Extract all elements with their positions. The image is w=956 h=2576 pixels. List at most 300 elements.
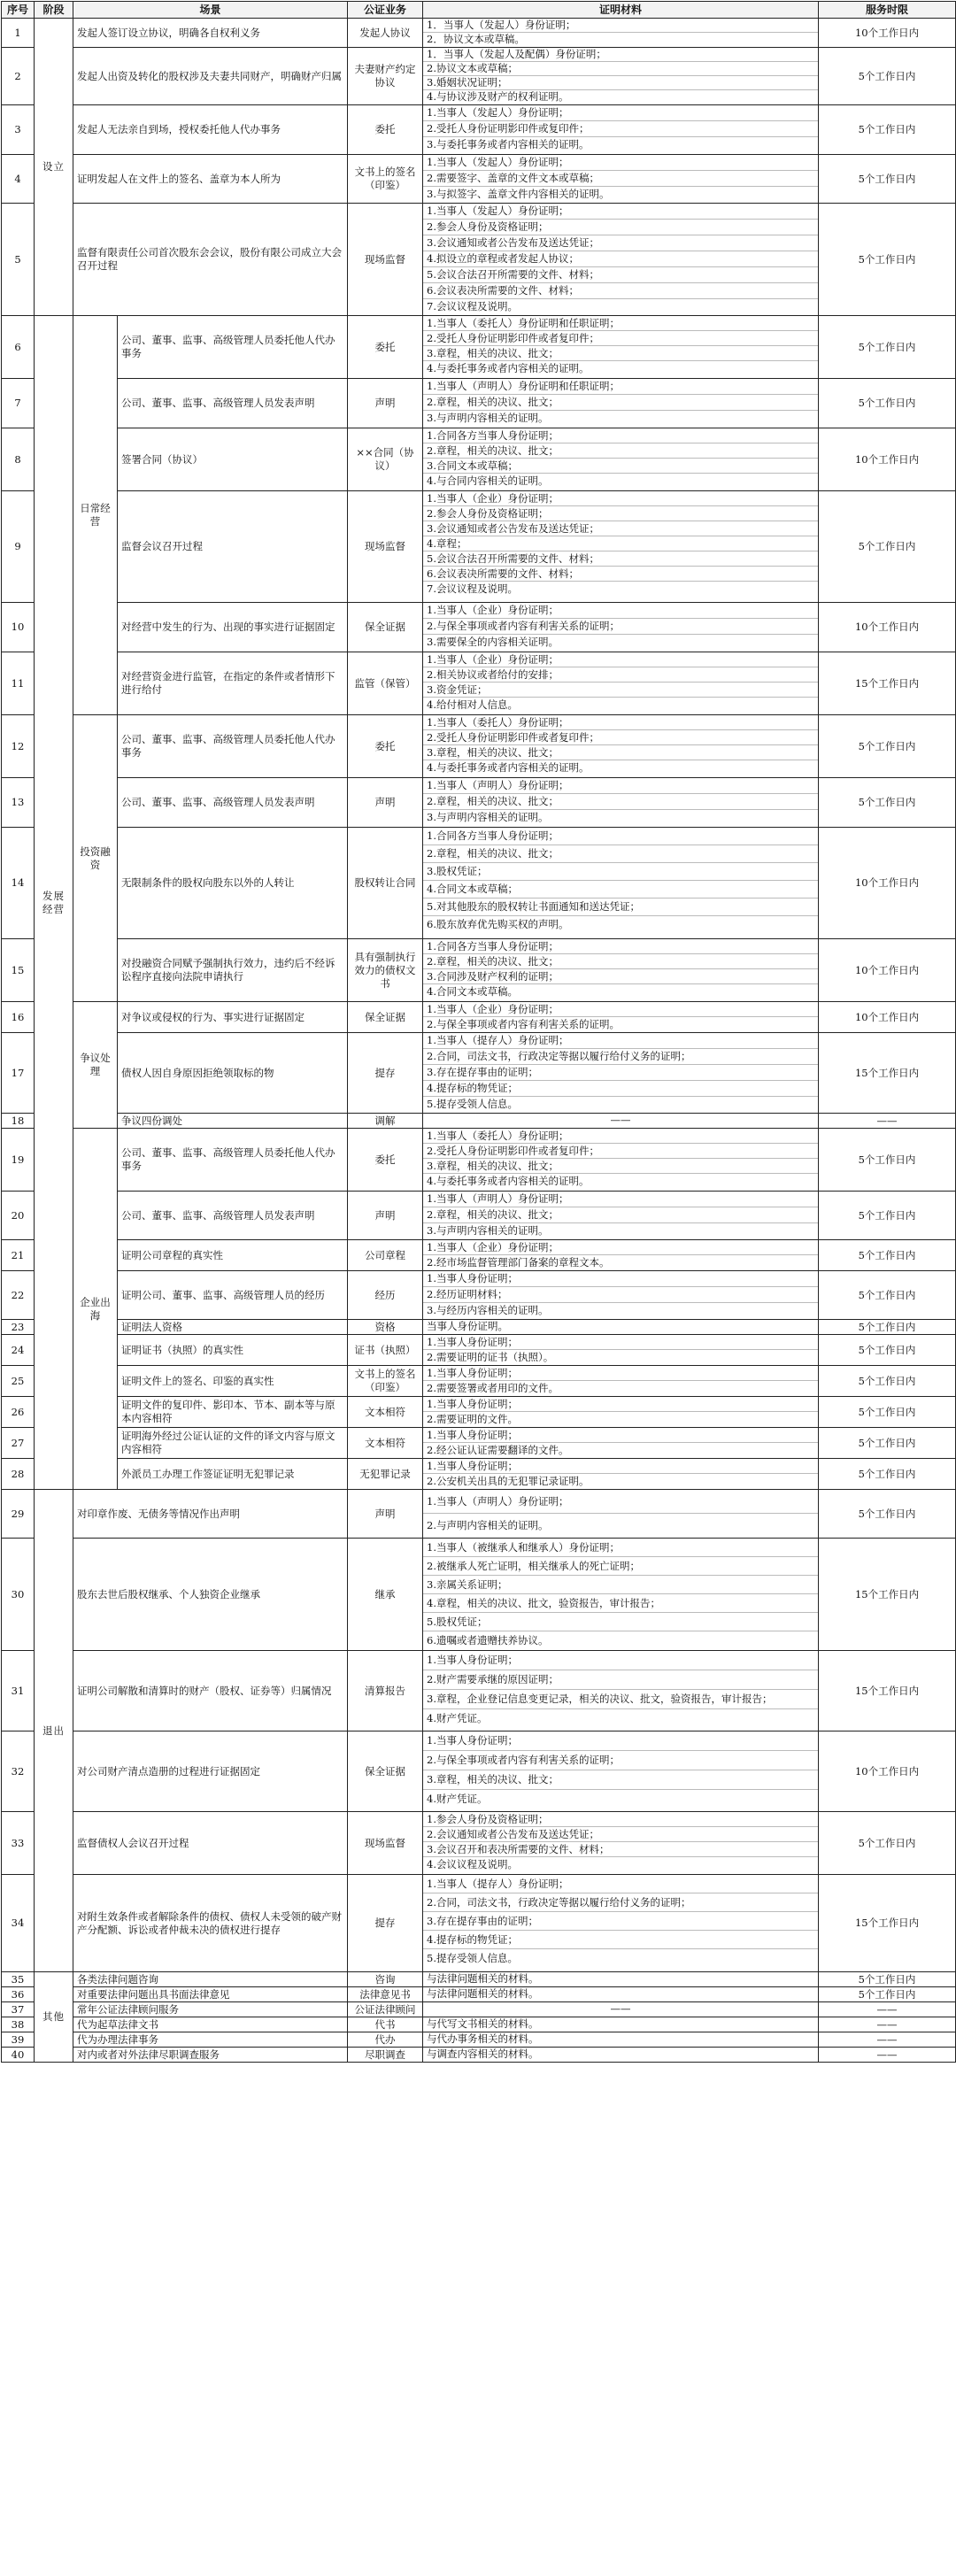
material-line: 2.章程，相关的决议、批文； [423, 395, 818, 411]
table-row [2, 1129, 956, 1192]
material-line: 4.与协议涉及财产的权利证明。 [427, 90, 569, 103]
service-time-cell: 5个工作日内 [819, 155, 956, 204]
row-number: 34 [2, 1875, 35, 1972]
scene-cell: 对重要法律问题出具书面法律意见 [73, 1987, 348, 2002]
scene-cell: 公司、董事、监事、高级管理人员发表声明 [118, 778, 348, 828]
service-time-cell: 10个工作日内 [819, 939, 956, 1002]
materials-cell [423, 1651, 819, 1731]
material-line: 1.合同各方当事人身份证明； [423, 939, 818, 954]
materials-cell [423, 1987, 819, 2002]
materials-cell [423, 1397, 819, 1428]
business-cell: 无犯罪记录 [348, 1459, 423, 1490]
row-number: 30 [2, 1539, 35, 1651]
row-number: 24 [2, 1335, 35, 1366]
material-line: 1.当事人（企业）身份证明； [423, 652, 818, 667]
header-materials: 证明材料 [423, 2, 819, 19]
scene-cell: 对内或者对外法律尽职调查服务 [73, 2048, 348, 2063]
row-number: 18 [2, 1114, 35, 1129]
business-cell: 委托 [348, 1129, 423, 1192]
material-line: 3.与声明内容相关的证明。 [427, 412, 549, 424]
table-row [2, 1240, 956, 1271]
business-cell: 尽职调查 [348, 2048, 423, 2063]
row-number: 2 [2, 48, 35, 105]
material-line: 2.章程，相关的决议、批文； [423, 443, 818, 459]
scene-cell: 无限制条件的股权向股东以外的人转让 [118, 828, 348, 939]
material-line: 3.需要保全的内容相关证明。 [427, 636, 559, 648]
row-number: 31 [2, 1651, 35, 1731]
material-line: 2.财产需要承继的原因证明； [423, 1670, 818, 1690]
material-line: 与代写文书相关的材料。 [427, 2017, 539, 2030]
material-line: 2.经历证明材料； [423, 1287, 818, 1303]
materials-cell [423, 204, 819, 316]
material-line: 4.合同文本或草稿； [423, 881, 818, 899]
header-scene: 场景 [73, 2, 348, 19]
material-line: 4.给付相对人信息。 [427, 698, 518, 711]
material-line: 3.章程，相关的决议、批文； [423, 1770, 818, 1790]
row-number: 37 [2, 2002, 35, 2017]
material-line: 2.需要证明的证书（执照）。 [427, 1351, 554, 1363]
row-number: 6 [2, 316, 35, 379]
row-number: 21 [2, 1240, 35, 1271]
material-line: 6.股东放弃优先购买权的声明。 [427, 918, 569, 930]
material-line: 当事人身份证明。 [427, 1320, 509, 1332]
material-line: 1.当事人身份证明； [423, 1428, 818, 1443]
table-row [2, 1459, 956, 1490]
materials-cell [423, 715, 819, 778]
materials-cell [423, 2032, 819, 2048]
scene-cell: 对争议或侵权的行为、事实进行证据固定 [118, 1002, 348, 1033]
scene-cell: 发起人无法亲自到场，授权委托他人代办事务 [73, 105, 348, 155]
scene-cell: 证明证书（执照）的真实性 [118, 1335, 348, 1366]
scene-cell: 代为办理法律事务 [73, 2032, 348, 2048]
material-line: 7.会议议程及说明。 [427, 582, 518, 595]
material-line: 2.受托人身份证明影印件或者复印件； [423, 331, 818, 346]
table-row [2, 155, 956, 204]
material-line: —— [610, 1114, 631, 1126]
material-line: 4.合同文本或草稿。 [427, 985, 518, 998]
materials-cell [423, 316, 819, 379]
scene-cell: 对经营中发生的行为、出现的事实进行证据固定 [118, 603, 348, 652]
row-number: 10 [2, 603, 35, 652]
business-cell: 公证法律顾问 [348, 2002, 423, 2017]
service-time-cell: 10个工作日内 [819, 603, 956, 652]
scene-cell: 证明发起人在文件上的签名、盖章为本人所为 [73, 155, 348, 204]
material-line: 2.章程，相关的决议、批文； [423, 1207, 818, 1223]
business-cell: 声明 [348, 379, 423, 428]
business-cell: 资格 [348, 1320, 423, 1335]
table-row [2, 1428, 956, 1459]
material-line: 1.当事人（企业）身份证明； [423, 603, 818, 619]
scene-cell: 证明海外经过公证认证的文件的译文内容与原文内容相符 [118, 1428, 348, 1459]
material-line: 1.当事人（委托人）身份证明； [423, 715, 818, 730]
service-time-cell: 5个工作日内 [819, 1240, 956, 1271]
table-row [2, 1731, 956, 1812]
row-number: 29 [2, 1490, 35, 1539]
materials-cell [423, 1490, 819, 1539]
business-cell: 夫妻财产约定协议 [348, 48, 423, 105]
sub-stage-cell: 争议处理 [73, 1002, 118, 1129]
service-time-cell: 5个工作日内 [819, 715, 956, 778]
scene-cell: 争议四份调处 [118, 1114, 348, 1129]
materials-cell [423, 1002, 819, 1033]
table-row [2, 316, 956, 379]
scene-cell: 证明文件上的签名、印鉴的真实性 [118, 1366, 348, 1397]
material-line: 4.财产凭证。 [427, 1793, 488, 1805]
row-number: 27 [2, 1428, 35, 1459]
table-row [2, 1335, 956, 1366]
row-number: 38 [2, 2017, 35, 2032]
scene-cell: 各类法律问题咨询 [73, 1972, 348, 1987]
material-line: 2.合同，司法文书，行政决定等据以履行给付义务的证明； [423, 1893, 818, 1912]
scene-cell: 发起人出资及转化的股权涉及夫妻共同财产，明确财产归属 [73, 48, 348, 105]
scene-cell: 外派员工办理工作签证证明无犯罪记录 [118, 1459, 348, 1490]
business-cell: 咨询 [348, 1972, 423, 1987]
material-line: 2.参会人身份及资格证明； [423, 220, 818, 235]
business-cell: 声明 [348, 1192, 423, 1240]
table-row [2, 1539, 956, 1651]
material-line: 2.与保全事项或者内容有利害关系的证明。 [427, 1018, 620, 1030]
service-time-cell: 5个工作日内 [819, 1335, 956, 1366]
material-line: 3.婚姻状况证明； [423, 76, 818, 90]
material-line: 5.提存受领人信息。 [427, 1952, 518, 1964]
scene-cell: 对经营资金进行监管，在指定的条件或者情形下进行给付 [118, 652, 348, 715]
header-stage: 阶段 [35, 2, 73, 19]
material-line: 4.与委托事务或者内容相关的证明。 [427, 362, 590, 374]
table-row [2, 1271, 956, 1320]
row-number: 19 [2, 1129, 35, 1192]
materials-cell [423, 155, 819, 204]
row-number: 33 [2, 1812, 35, 1875]
materials-cell [423, 1240, 819, 1271]
material-line: 2.会议通知或者公告发布及送达凭证； [423, 1827, 818, 1842]
row-number: 13 [2, 778, 35, 828]
materials-cell [423, 1192, 819, 1240]
material-line: 5.对其他股东的股权转让书面通知和送达凭证； [423, 899, 818, 916]
scene-cell: 对投融资合同赋予强制执行效力，违约后不经诉讼程序直接向法院申请执行 [118, 939, 348, 1002]
scene-cell: 证明公司、董事、监事、高级管理人员的经历 [118, 1271, 348, 1320]
material-line: 2.与保全事项或者内容有利害关系的证明； [423, 619, 818, 635]
material-line: 3.与委托事务或者内容相关的证明。 [427, 138, 590, 150]
scene-cell: 签署合同（协议） [118, 428, 348, 491]
service-time-cell: 5个工作日内 [819, 1428, 956, 1459]
scene-cell: 公司、董事、监事、高级管理人员发表声明 [118, 1192, 348, 1240]
business-cell: 法律意见书 [348, 1987, 423, 2002]
table-row [2, 1192, 956, 1240]
material-line: 1.合同各方当事人身份证明； [423, 828, 818, 845]
material-line: 2.需要签字、盖章的文件文本或草稿； [423, 171, 818, 187]
material-line: 1.当事人（企业）身份证明； [423, 491, 818, 506]
materials-cell [423, 1033, 819, 1114]
table-row [2, 1490, 956, 1539]
material-line: 3.与经历内容相关的证明。 [427, 1304, 549, 1316]
row-number: 5 [2, 204, 35, 316]
material-line: 1.当事人（提存人）身份证明； [423, 1875, 818, 1893]
business-cell: 现场监督 [348, 204, 423, 316]
table-row [2, 2017, 956, 2032]
materials-cell [423, 778, 819, 828]
material-line: 4.章程，相关的决议、批文，验资报告，审计报告； [423, 1594, 818, 1613]
materials-cell [423, 1335, 819, 1366]
business-cell: 代书 [348, 2017, 423, 2032]
table-row [2, 1812, 956, 1875]
table-row [2, 2048, 956, 2063]
materials-cell [423, 603, 819, 652]
material-line: 3.会议通知或者公告发布及送达凭证； [423, 521, 818, 536]
material-line: 1.当事人（提存人）身份证明； [423, 1033, 818, 1049]
materials-cell [423, 1428, 819, 1459]
row-number: 28 [2, 1459, 35, 1490]
row-number: 36 [2, 1987, 35, 2002]
scene-cell: 公司、董事、监事、高级管理人员委托他人代办事务 [118, 316, 348, 379]
material-line: 2.协议文本或草稿； [423, 62, 818, 76]
row-number: 35 [2, 1972, 35, 1987]
scene-cell: 常年公证法律顾问服务 [73, 2002, 348, 2017]
material-line: 1.当事人身份证明； [423, 1366, 818, 1381]
materials-cell [423, 1539, 819, 1651]
business-cell: 监管（保管） [348, 652, 423, 715]
business-cell: 代办 [348, 2032, 423, 2048]
material-line: 3.与声明内容相关的证明。 [427, 1224, 549, 1237]
service-time-cell: 5个工作日内 [819, 1972, 956, 1987]
table-row [2, 1114, 956, 1129]
business-cell: 文本相符 [348, 1428, 423, 1459]
material-line: 与调查内容相关的材料。 [427, 2048, 539, 2060]
service-time-cell: 5个工作日内 [819, 316, 956, 379]
business-cell: 声明 [348, 778, 423, 828]
business-cell: 股权转让合同 [348, 828, 423, 939]
row-number: 9 [2, 491, 35, 603]
business-cell: 现场监督 [348, 1812, 423, 1875]
table-row [2, 2002, 956, 2017]
table-row [2, 1033, 956, 1114]
material-line: 7.会议议程及说明。 [427, 300, 518, 312]
table-row [2, 778, 956, 828]
material-line: 6.会议表决所需要的文件、材料； [423, 567, 818, 582]
notary-service-table [1, 1, 956, 2063]
materials-cell [423, 2048, 819, 2063]
material-line: 2.受托人身份证明影印件或者复印件； [423, 730, 818, 745]
material-line: 1.当事人（发起人）身份证明； [423, 204, 818, 220]
row-number: 16 [2, 1002, 35, 1033]
service-time-cell: 5个工作日内 [819, 1812, 956, 1875]
material-line: 4.会议议程及说明。 [427, 1858, 518, 1870]
service-time-cell: 10个工作日内 [819, 828, 956, 939]
service-time-cell: 5个工作日内 [819, 1397, 956, 1428]
service-time-cell: 5个工作日内 [819, 778, 956, 828]
material-line: 与法律问题相关的材料。 [427, 1972, 539, 1985]
service-time-cell: 5个工作日内 [819, 1490, 956, 1539]
scene-cell: 监督有限责任公司首次股东会会议，股份有限公司成立大会召开过程 [73, 204, 348, 316]
row-number: 20 [2, 1192, 35, 1240]
materials-cell [423, 1114, 819, 1129]
material-line: 4.提存标的物凭证； [423, 1081, 818, 1097]
material-line: 2.相关协议或者给付的安排； [423, 667, 818, 683]
materials-cell [423, 379, 819, 428]
material-line: —— [610, 2002, 631, 2015]
business-cell: 文本相符 [348, 1397, 423, 1428]
material-line: 4.财产凭证。 [427, 1712, 488, 1724]
material-line: 6.遗嘱或者遗赠扶养协议。 [427, 1634, 549, 1647]
material-line: 1.当事人（委托人）身份证明和任职证明； [423, 316, 818, 331]
materials-cell [423, 1812, 819, 1875]
service-time-cell: 5个工作日内 [819, 491, 956, 603]
business-cell: ××合同（协议） [348, 428, 423, 491]
materials-cell [423, 105, 819, 155]
business-cell: 提存 [348, 1875, 423, 1972]
row-number: 39 [2, 2032, 35, 2048]
table-row [2, 491, 956, 603]
header-biz: 公证业务 [348, 2, 423, 19]
business-cell: 发起人协议 [348, 19, 423, 48]
service-time-cell: 5个工作日内 [819, 204, 956, 316]
service-time-cell: 15个工作日内 [819, 1033, 956, 1114]
business-cell: 继承 [348, 1539, 423, 1651]
scene-cell: 股东去世后股权继承、个人独资企业继承 [73, 1539, 348, 1651]
service-time-cell: —— [819, 2048, 956, 2063]
service-time-cell: —— [819, 1114, 956, 1129]
row-number: 25 [2, 1366, 35, 1397]
material-line: 2.被继承人死亡证明，相关继承人的死亡证明； [423, 1557, 818, 1576]
material-line: 1.当事人身份证明； [423, 1731, 818, 1751]
material-line: 1.当事人（发起人）身份证明； [423, 105, 818, 121]
scene-cell: 公司、董事、监事、高级管理人员委托他人代办事务 [118, 1129, 348, 1192]
material-line: 2.受托人身份证明影印件或复印件； [423, 121, 818, 137]
materials-cell [423, 1129, 819, 1192]
material-line: 5.提存受领人信息。 [427, 1098, 518, 1110]
table-row [2, 715, 956, 778]
table-row [2, 939, 956, 1002]
material-line: 1．当事人（发起人及配偶）身份证明； [423, 48, 818, 62]
material-line: 1.当事人（声明人）身份证明和任职证明； [423, 379, 818, 395]
row-number: 40 [2, 2048, 35, 2063]
service-time-cell: 5个工作日内 [819, 379, 956, 428]
material-line: 2.参会人身份及资格证明； [423, 506, 818, 521]
service-time-cell: 5个工作日内 [819, 1320, 956, 1335]
row-number: 1 [2, 19, 35, 48]
material-line: 2.经公证认证需要翻译的文件。 [427, 1444, 569, 1456]
table-row [2, 1397, 956, 1428]
material-line: 3.章程，相关的决议、批文； [423, 1159, 818, 1174]
material-line: 2.需要签署或者用印的文件。 [427, 1382, 559, 1394]
material-line: 3.存在提存事由的证明； [423, 1065, 818, 1081]
row-number: 26 [2, 1397, 35, 1428]
table-row [2, 1987, 956, 2002]
table-row [2, 2032, 956, 2048]
material-line: 2.合同，司法文书，行政决定等据以履行给付义务的证明； [423, 1049, 818, 1065]
materials-cell [423, 2017, 819, 2032]
table-row [2, 204, 956, 316]
materials-cell [423, 1320, 819, 1335]
scene-cell: 对印章作废、无债务等情况作出声明 [73, 1490, 348, 1539]
scene-cell: 代为起草法律文书 [73, 2017, 348, 2032]
material-line: 1.参会人身份及资格证明； [423, 1812, 818, 1827]
business-cell: 清算报告 [348, 1651, 423, 1731]
material-line: 5.会议合法召开所需要的文件、材料； [423, 551, 818, 567]
sub-stage-cell: 投资融资 [73, 715, 118, 1002]
material-line: 1.当事人（声明人）身份证明； [423, 1192, 818, 1207]
materials-cell [423, 491, 819, 603]
row-number: 7 [2, 379, 35, 428]
business-cell: 保全证据 [348, 1731, 423, 1812]
material-line: 1.当事人（发起人）身份证明； [423, 155, 818, 171]
material-line: 4.与合同内容相关的证明。 [427, 474, 549, 487]
service-time-cell: —— [819, 2002, 956, 2017]
materials-cell [423, 828, 819, 939]
row-number: 32 [2, 1731, 35, 1812]
stage-cell: 发展经营 [35, 316, 73, 1490]
header-time: 服务时限 [819, 2, 956, 19]
material-line: 3.亲属关系证明； [423, 1576, 818, 1594]
material-line: 1．当事人（发起人）身份证明； [423, 19, 818, 33]
material-line: 1.当事人（委托人）身份证明； [423, 1129, 818, 1144]
material-line: 3.合同涉及财产权利的证明； [423, 969, 818, 984]
scene-cell: 证明公司解散和清算时的财产（股权、证券等）归属情况 [73, 1651, 348, 1731]
row-number: 12 [2, 715, 35, 778]
row-number: 23 [2, 1320, 35, 1335]
service-time-cell: —— [819, 2032, 956, 2048]
scene-cell: 对附生效条件或者解除条件的债权、债权人未受领的破产财产分配额、诉讼或者仲裁未决的债权进行提存 [73, 1875, 348, 1972]
header-seq: 序号 [2, 2, 35, 19]
business-cell: 保全证据 [348, 603, 423, 652]
table-row [2, 603, 956, 652]
materials-cell [423, 19, 819, 48]
business-cell: 提存 [348, 1033, 423, 1114]
material-line: 3.存在提存事由的证明； [423, 1912, 818, 1931]
material-line: 3.章程，相关的决议、批文； [423, 745, 818, 760]
material-line: 3.章程，企业登记信息变更记录，相关的决议、批文，验资报告，审计报告； [423, 1690, 818, 1709]
scene-cell: 监督会议召开过程 [118, 491, 348, 603]
material-line: 3.与声明内容相关的证明。 [427, 811, 549, 823]
service-time-cell: 10个工作日内 [819, 1002, 956, 1033]
material-line: 5.股权凭证； [423, 1613, 818, 1631]
table-row [2, 48, 956, 105]
business-cell: 文书上的签名（印鉴） [348, 155, 423, 204]
material-line: 3.会议通知或者公告发布及送达凭证； [423, 235, 818, 251]
business-cell: 具有强制执行效力的债权文书 [348, 939, 423, 1002]
material-line: 1.当事人（企业）身份证明； [423, 1240, 818, 1255]
scene-cell: 证明公司章程的真实性 [118, 1240, 348, 1271]
material-line: 1.当事人身份证明； [423, 1271, 818, 1287]
material-line: 4.提存标的物凭证； [423, 1931, 818, 1949]
material-line: 1.当事人（声明人）身份证明； [423, 1490, 818, 1514]
material-line: 与法律问题相关的材料。 [427, 1987, 539, 2000]
scene-cell: 对公司财产清点造册的过程进行证据固定 [73, 1731, 348, 1812]
row-number: 14 [2, 828, 35, 939]
row-number: 3 [2, 105, 35, 155]
table-row [2, 1002, 956, 1033]
materials-cell [423, 428, 819, 491]
service-time-cell: 15个工作日内 [819, 1875, 956, 1972]
material-line: 1.当事人身份证明； [423, 1459, 818, 1474]
material-line: 3.合同文本或草稿； [423, 459, 818, 474]
service-time-cell: 5个工作日内 [819, 1271, 956, 1320]
business-cell: 委托 [348, 715, 423, 778]
materials-cell [423, 652, 819, 715]
scene-cell: 证明法人资格 [118, 1320, 348, 1335]
table-row [2, 428, 956, 491]
material-line: 2.经市场监督管理部门备案的章程文本。 [427, 1256, 610, 1269]
materials-cell [423, 1731, 819, 1812]
material-line: 1.合同各方当事人身份证明； [423, 428, 818, 443]
business-cell: 证书（执照） [348, 1335, 423, 1366]
table-row [2, 379, 956, 428]
material-line: 1.当事人身份证明； [423, 1651, 818, 1670]
materials-cell [423, 2002, 819, 2017]
business-cell: 委托 [348, 316, 423, 379]
service-time-cell: —— [819, 2017, 956, 2032]
table-row [2, 828, 956, 939]
material-line: 6.会议表决所需要的文件、材料； [423, 283, 818, 299]
